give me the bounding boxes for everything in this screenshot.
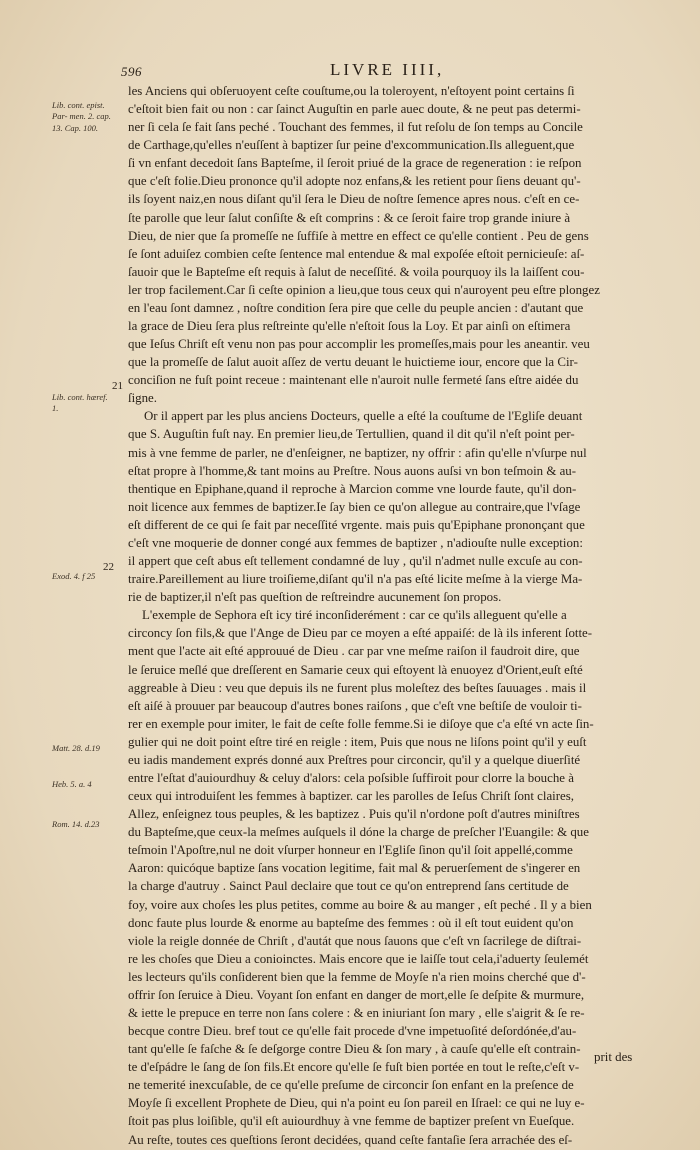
text-line: ſi vn enfant decedoit ſans Bapteſme, il ſeroit priué de la grace de regeneration : ie reſpon: [128, 156, 582, 171]
text-line: tant qu'elle ſe faſche & ſe deſgorge contre Dieu & ſon mary , à cauſe qu'elle eſt contrain-: [128, 1042, 581, 1057]
text-line: c'eſt vne moquerie de donner congé aux femmes de baptizer , n'adiouſte nulle exception:: [128, 535, 583, 550]
text-line: traire.Pareillement au liure troiſieme,diſant qu'il n'a pas eſté licite meſme à la vierge Ma-: [128, 572, 583, 587]
text-line: les lecteurs qu'ils conſiderent bien que la femme de Moyſe n'a rien moins cherché que d'-: [128, 969, 586, 984]
text-line: que la promeſſe de ſalut auoit aſſez de vertu deuant le huictieme iour, encore que la Cir-: [128, 355, 578, 370]
text-line: Or il appert par les plus anciens Docteurs, quelle a eſté la couſtume de l'Egliſe deuant: [144, 409, 583, 424]
section-number: 22: [103, 561, 114, 573]
text-line: gulier qui ne doit point eſtre tiré en reigle : item, Puis que nous ne liſons point qu'il y euſt: [128, 734, 587, 749]
text-line: re les choſes que Dieu a conioinctes. Mais encore que ie laiſſe tout cela,i'aduerty ſeulemét: [128, 951, 589, 966]
text-line: eſt aiſé à prouuer par beaucoup d'autres bones raiſons , que c'eſt vne beſtiſe de vouloir ti-: [128, 698, 582, 713]
text-line: c'eſtoit bien fait ou non : car ſainct Auguſtin en parle auec doute, & ne peut pas determi-: [128, 102, 581, 117]
text-line: circoncy ſon fils,& que l'Ange de Dieu par ce moyen a eſté appaiſé: de là ils inferent ſotte-: [128, 626, 593, 641]
page-number: 596: [121, 64, 142, 79]
text-line: ceux qui introduiſent les femmes à baptizer. car les parolles de Ieſus Chriſt ſont claires,: [128, 789, 575, 804]
text-line: Allez, enſeignez tous peuples, & les baptizez . Puis qu'il n'ordone poſt d'autres miniſtres: [128, 807, 580, 822]
text-line: Moyſe ſi excellent Prophete de Dieu, qui n'a point eu ſon pareil en Iſrael: ce qui ne luy e-: [128, 1096, 585, 1111]
marginalia-column: [0, 0, 120, 1150]
text-line: te d'eſpádre le ſang de ſon fils.Et encore qu'elle ſe fuſt bien portée en tout le reſte,c'eſt v-: [128, 1060, 580, 1075]
text-line: donc faute plus lourde & enorme au bapteſme des femmes : où il eſt tout euident qu'on: [128, 915, 574, 930]
text-line: ſigne.: [128, 391, 157, 406]
margin-note: Lib. cont. epist. Par- men. 2. cap. 13. Cap. 100.: [52, 100, 111, 133]
margin-note: Exod. 4. f 25: [52, 571, 96, 581]
text-line: ment que l'acte ait eſté approuué de Dieu . car par vne meſme raiſon il faudroit dire, que: [128, 644, 580, 659]
text-line: Aaron: quicóque baptize ſans vocation legitime, fait mal & peruerſement de s'ingerer en: [128, 861, 581, 876]
text-line: Dieu, de nier que ſa promeſſe ne ſuffiſe à mettre en effect ce qu'elle contient . Peu de gens: [128, 228, 589, 243]
text-line: ſtoit pas plus loiſible, qu'il eſt auiourdhuy à vne femme de baptizer preſent vn Eueſque.: [128, 1114, 575, 1129]
text-line: de Carthage,qu'elles n'euſſent à baptizer ſur peine d'excommunication.Ils alleguent,que: [128, 138, 575, 153]
text-line: rie de baptizer,il n'eſt pas queſtion de reſtreindre aucunement ſon propos.: [128, 590, 502, 605]
running-head: LIVRE IIII,: [330, 60, 445, 79]
section-number: 21: [112, 380, 123, 392]
text-line: que c'eſt folie.Dieu prononce qu'il adopte noz enfans,& les retient pour ſiens deuant qu'-: [128, 174, 581, 189]
text-line: ler trop facilement.Car ſi ceſte opinion a lieu,que tous ceux qui n'auroyent peu eſtre plongez: [128, 282, 600, 297]
text-line: ſauoir que le Bapteſme eſt requis à ſalut de neceſſité. & voila pourquoy ils la laiſſent cou-: [128, 264, 585, 279]
text-line: rer en exemple pour imiter, le fait de ceſte folle femme.Si ie diſoye que c'a eſté vn acte ſin-: [128, 716, 594, 731]
text-line: entre l'eſtat d'auiourdhuy & celuy d'alors: cela poſsible ſuffiroit pour clorre la bouche à: [128, 770, 574, 785]
text-line: il appert que ceſt abus eſt tellement condamné de luy , qu'il n'admet nulle excuſe au con-: [128, 554, 583, 569]
margin-note: Heb. 5. a. 4: [52, 779, 92, 789]
text-line: ne temerité inexcuſable, de ce qu'elle preſume de circoncir ſon enfant en la preſence de: [128, 1078, 574, 1093]
text-line: L'exemple de Sephora eſt icy tiré inconſiderément : car ce qu'ils alleguent qu'elle a: [142, 608, 567, 623]
text-line: eſt different de ce qui ſe fait par neceſſité vrgente. mais puis qu'Epiphane prononçant que: [128, 517, 585, 532]
text-line: ner ſi cela ſe fait ſans peché . Touchant des femmes, il fut reſolu de ſon temps au Concile: [128, 120, 583, 135]
text-line: & iette le prepuce en terre non ſans colere : & en iniuriant ſon mary , elle s'aigrit & ſe re-: [128, 1005, 585, 1020]
text-line: la charge d'autruy . Sainct Paul declaire que tout ce qu'on entreprend ſans certitude de: [128, 879, 569, 894]
text-line: Au reſte, toutes ces queſtions ſeront decidées, quand ceſte fantaſie ſera arrachée des eſ-: [128, 1132, 573, 1147]
body-text: [128, 82, 633, 1149]
text-line: ſe ſont aduiſez combien ceſte ſentence mal entendue & mal expoſée eſtoit pernicieuſe: aſ-: [128, 246, 585, 261]
text-line: thentique en Epiphane,quand il reproche à Marcion comme vne lourde faute, qu'il don-: [128, 481, 577, 496]
text-line: en l'eau ſont damnez , noſtre condition ſera pire que celle du peuple ancien : d'autant que: [128, 300, 584, 315]
catchword: prit des: [594, 1050, 633, 1064]
text-line: conciſion ne fuſt point receue : maintenant elle n'auroit nulle fermeté ſans eſtre aidée du: [128, 373, 579, 388]
text-line: du Bapteſme,que ceux-la meſmes auſquels il dóne la charge de preſcher l'Euangile: & que: [128, 825, 589, 840]
text-line: aggreable à Dieu : veu que depuis ils ne furent plus moleſtez des beſtes ſauuages . mais il: [128, 680, 587, 695]
text-line: ils ſoyent naiz,en nous diſant qu'il ſera le Dieu de noſtre ſemence apres nous. c'eſt en ce-: [128, 192, 580, 207]
text-line: viole la reigle donnée de Chriſt , d'autát que nous ſauons que c'eſt vn ſacrilege de diſtrai-: [128, 933, 582, 948]
text-line: eſtat propre à l'homme,& tant moins au Preſtre. Nous auons auſsi vn bon teſmoin & au-: [128, 463, 577, 478]
text-line: que Ieſus Chriſt eſt venu non pas pour accomplir les promeſſes,mais pour les aneantir. veu: [128, 337, 590, 352]
margin-note: Matt. 28. d.19: [52, 743, 100, 753]
text-line: teſmoin l'Apoſtre,nul ne doit vſurper honneur en l'Egliſe ſinon qu'il ſoit appellé,comme: [128, 843, 573, 858]
text-line: offrir ſon ſeruice à Dieu. Voyant ſon enfant en danger de mort,elle ſe deſpite & murmure,: [128, 987, 585, 1002]
text-line: les Anciens qui obſeruoyent ceſte couſtume,ou la toleroyent, n'eſtoyent point certains ſi: [128, 84, 575, 98]
text-line: mis à vne femme de parler, ne d'enſeigner, ne baptizer, ny offrir : afin qu'elle n'vſurpe nul: [128, 445, 587, 460]
text-line: la grace de Dieu ſera plus reſtreinte qu'elle n'eſtoit ſous la Loy. Et par ainſi on eſtimera: [128, 319, 571, 334]
margin-note: Rom. 14. d.23: [52, 819, 100, 829]
margin-note: Lib. cont. hæref. 1.: [52, 392, 108, 414]
text-line: noit licence aux femmes de baptizer.Ie ſay bien ce qu'on allegue au contraire,que l'vſage: [128, 499, 581, 514]
text-line: le ſeruice meſlé que dreſſerent en Samarie ceux qui eſtoyent là enuoyez d'Orient,euſt eſté: [128, 662, 583, 677]
text-line: que S. Auguſtin fuſt nay. En premier lieu,de Tertullien, quand il dit qu'il n'eſt point per-: [128, 427, 575, 442]
text-line: becque contre Dieu. bref tout ce qu'elle fait procede d'vne impetuoſité deſordónée,d'au-: [128, 1024, 577, 1039]
text-line: eu iadis mandement exprés donné aux Preſtres pour circoncir, qu'il y a quelque diuerſité: [128, 752, 581, 767]
text-line: ſte parolle que leur ſalut conſiſte & eſt comprins : & ce ſeroit faire trop grande iniure à: [128, 210, 571, 225]
text-line: foy, voire aux choſes les plus petites, comme au boire & au manger , eſt peché . Il y a bien: [128, 897, 592, 912]
